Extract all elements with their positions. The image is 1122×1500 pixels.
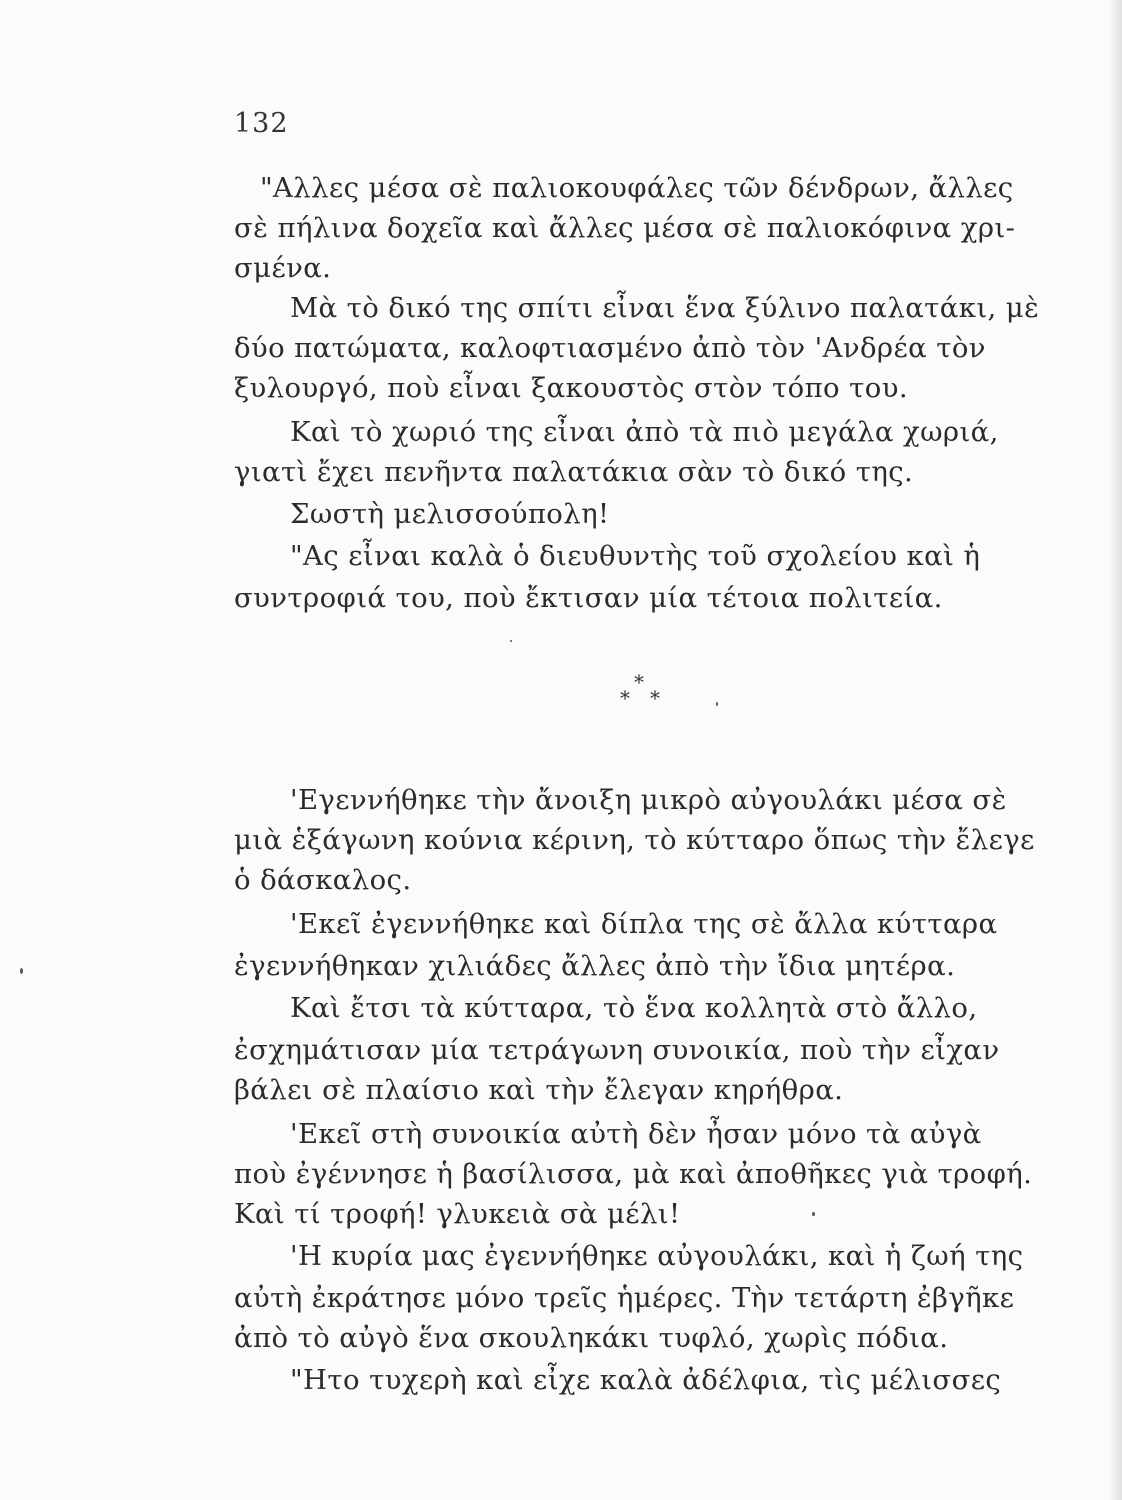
- text-line: 'Εκεῖ ἐγεννήθηκε καὶ δίπλα της σὲ ἄλλα κύτταρα: [290, 908, 998, 940]
- text-line: δύο πατώματα, καλοφτιασμένο ἀπὸ τὸν 'Ανδρέα τὸν: [234, 332, 986, 364]
- text-line: Σωστὴ μελισσούπολη!: [290, 498, 610, 530]
- text-line: 'Εγεννήθηκε τὴν ἄνοιξη μικρὸ αὐγουλάκι μέσα σὲ: [290, 784, 1007, 816]
- text-line: αὐτὴ ἐκράτησε μόνο τρεῖς ἡμέρες. Τὴν τετάρτη ἐβγῆκε: [234, 1282, 1015, 1314]
- text-line: ποὺ ἐγέννησε ἡ βασίλισσα, μὰ καὶ ἀποθῆκες γιὰ τροφή.: [234, 1158, 1033, 1190]
- text-line: σὲ πήλινα δοχεῖα καὶ ἄλλες μέσα σὲ παλιοκόφινα χρι-: [234, 212, 1016, 244]
- text-line: βάλει σὲ πλαίσιο καὶ τὴν ἔλεγαν κηρήθρα.: [234, 1074, 844, 1106]
- text-line: ἐσχημάτισαν μία τετράγωνη συνοικία, ποὺ τὴν εἶχαν: [234, 1034, 1000, 1066]
- text-line: μιὰ ἑξάγωνη κούνια κέρινη, τὸ κύτταρο ὅπως τὴν ἔλεγε: [234, 824, 1035, 856]
- asterisk-icon: *: [620, 686, 630, 710]
- scan-speck: [510, 640, 512, 642]
- asterisk-icon: *: [650, 686, 660, 710]
- text-line: γιατὶ ἔχει πενῆντα παλατάκια σὰν τὸ δικό της.: [234, 456, 914, 488]
- page-edge-shadow: [1108, 0, 1122, 1500]
- text-line: ἐγεννήθηκαν χιλιάδες ἄλλες ἀπὸ τὴν ἴδια μητέρα.: [234, 950, 956, 982]
- scan-speck: [20, 968, 23, 974]
- text-line: "Ας εἶναι καλὰ ὁ διευθυντὴς τοῦ σχολείου καὶ ἡ: [290, 540, 981, 572]
- page-number: 132: [234, 108, 289, 139]
- text-line: ὁ δάσκαλος.: [234, 864, 412, 896]
- text-line: Καὶ τί τροφή! γλυκειὰ σὰ μέλι!: [234, 1198, 681, 1230]
- text-line: 'Η κυρία μας ἐγεννήθηκε αὐγουλάκι, καὶ ἡ ζωή της: [290, 1240, 1024, 1272]
- section-divider-asterism: [612, 670, 672, 720]
- asterisk-icon: *: [634, 670, 644, 694]
- text-line: ξυλουργό, ποὺ εἶναι ξακουστὸς στὸν τόπο του.: [234, 372, 908, 404]
- text-line: Καὶ τὸ χωριό της εἶναι ἀπὸ τὰ πιὸ μεγάλα χωριά,: [290, 416, 999, 448]
- text-line: "Αλλες μέσα σὲ παλιοκουφάλες τῶν δένδρων, ἄλλες: [260, 172, 1014, 204]
- text-line: σμένα.: [234, 252, 332, 284]
- text-line: ἀπὸ τὸ αὐγὸ ἕνα σκουληκάκι τυφλό, χωρὶς πόδια.: [234, 1322, 949, 1354]
- scan-speck: [716, 702, 718, 706]
- text-line: "Ητο τυχερὴ καὶ εἶχε καλὰ ἀδέλφια, τὶς μέλισσες: [290, 1364, 1002, 1396]
- text-line: συντροφιά του, ποὺ ἔκτισαν μία τέτοια πολιτεία.: [234, 582, 943, 614]
- text-line: Καὶ ἔτσι τὰ κύτταρα, τὸ ἕνα κολλητὰ στὸ ἄλλο,: [290, 992, 978, 1024]
- scan-speck: [812, 1212, 815, 1216]
- text-line: 'Εκεῖ στὴ συνοικία αὐτὴ δὲν ἦσαν μόνο τὰ αὐγὰ: [290, 1118, 982, 1150]
- text-line: Μὰ τὸ δικό της σπίτι εἶναι ἕνα ξύλινο παλατάκι, μὲ: [290, 292, 1040, 324]
